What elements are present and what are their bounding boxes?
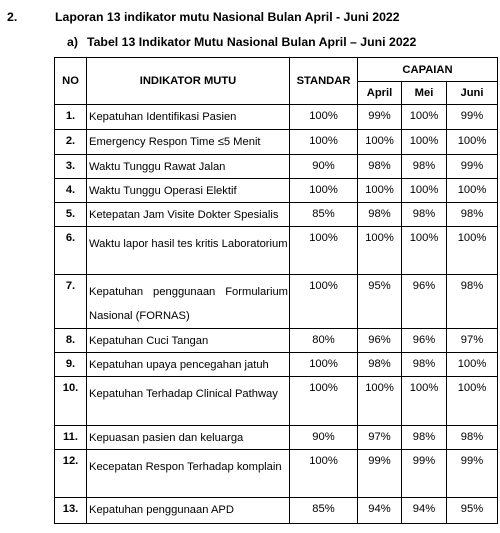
indicator-cell bbox=[87, 227, 290, 275]
table-caption bbox=[0, 35, 500, 53]
april-value: 97% bbox=[358, 426, 402, 450]
mei-value: 96% bbox=[402, 275, 447, 329]
table-row bbox=[55, 450, 498, 498]
indicator-cell bbox=[87, 179, 290, 203]
table-row bbox=[55, 329, 498, 353]
col-header-indicator: INDIKATOR MUTU bbox=[87, 58, 290, 105]
indicator-cell bbox=[87, 130, 290, 155]
indicator-name: Emergency Respon Time ≤5 Menit bbox=[89, 136, 261, 148]
standard-value: 100% bbox=[290, 179, 358, 203]
juni-value: 98% bbox=[447, 203, 498, 227]
table-body bbox=[55, 105, 498, 524]
mei-value: 99% bbox=[402, 450, 447, 498]
indicator-cell bbox=[87, 105, 290, 130]
juni-value: 97% bbox=[447, 329, 498, 353]
april-value: 96% bbox=[358, 329, 402, 353]
indicator-cell bbox=[87, 498, 290, 524]
standard-value: 90% bbox=[290, 155, 358, 179]
caption-title: Tabel 13 Indikator Mutu Nasional Bulan April – Juni 2022 bbox=[87, 35, 417, 49]
juni-value: 100% bbox=[447, 179, 498, 203]
standard-value: 100% bbox=[290, 353, 358, 377]
table-row bbox=[55, 203, 498, 227]
april-value: 98% bbox=[358, 203, 402, 227]
col-header-standard: STANDAR bbox=[290, 58, 358, 105]
standard-value: 100% bbox=[290, 130, 358, 155]
indicator-name: Kepatuhan Identifikasi Pasien bbox=[89, 111, 237, 123]
row-number: 1. bbox=[55, 105, 87, 130]
indicator-cell bbox=[87, 426, 290, 450]
juni-value: 100% bbox=[447, 130, 498, 155]
mei-value: 98% bbox=[402, 155, 447, 179]
mei-value: 94% bbox=[402, 498, 447, 524]
mei-value: 100% bbox=[402, 105, 447, 130]
row-number: 10. bbox=[55, 377, 87, 426]
mei-value: 98% bbox=[402, 426, 447, 450]
april-value: 95% bbox=[358, 275, 402, 329]
row-number: 5. bbox=[55, 203, 87, 227]
indicator-name: Kepuasan pasien dan keluarga bbox=[89, 432, 244, 444]
april-value: 100% bbox=[358, 227, 402, 275]
indicator-cell bbox=[87, 329, 290, 353]
standard-value: 90% bbox=[290, 426, 358, 450]
juni-value: 98% bbox=[447, 426, 498, 450]
row-number: 7. bbox=[55, 275, 87, 329]
april-value: 100% bbox=[358, 377, 402, 426]
indicator-name: Ketepatan Jam Visite Dokter Spesialis bbox=[89, 209, 279, 221]
mei-value: 98% bbox=[402, 203, 447, 227]
april-value: 98% bbox=[358, 353, 402, 377]
row-number: 11. bbox=[55, 426, 87, 450]
col-header-no: NO bbox=[55, 58, 87, 105]
juni-value: 100% bbox=[447, 353, 498, 377]
april-value: 99% bbox=[358, 105, 402, 130]
section-heading bbox=[0, 10, 500, 28]
table-row bbox=[55, 155, 498, 179]
juni-value: 100% bbox=[447, 227, 498, 275]
juni-value: 99% bbox=[447, 105, 498, 130]
col-header-april: April bbox=[358, 82, 402, 105]
table-row bbox=[55, 227, 498, 275]
table-row bbox=[55, 377, 498, 426]
col-header-achievement: CAPAIAN bbox=[358, 58, 498, 82]
mei-value: 98% bbox=[402, 353, 447, 377]
standard-value: 85% bbox=[290, 498, 358, 524]
juni-value: 98% bbox=[447, 275, 498, 329]
standard-value: 100% bbox=[290, 275, 358, 329]
indicator-cell bbox=[87, 377, 290, 426]
table-row bbox=[55, 105, 498, 130]
row-number: 9. bbox=[55, 353, 87, 377]
indicator-name: Kepatuhan penggunaan Formularium Nasional (FORNAS) bbox=[89, 286, 288, 322]
col-header-juni: Juni bbox=[447, 82, 498, 105]
standard-value: 100% bbox=[290, 105, 358, 130]
juni-value: 99% bbox=[447, 450, 498, 498]
indicator-cell bbox=[87, 155, 290, 179]
april-value: 98% bbox=[358, 155, 402, 179]
table-row bbox=[55, 130, 498, 155]
indicator-name: Waktu lapor hasil tes kritis Laboratorium bbox=[89, 238, 288, 250]
table-row bbox=[55, 179, 498, 203]
row-number: 12. bbox=[55, 450, 87, 498]
indicator-cell bbox=[87, 353, 290, 377]
indicator-name: Waktu Tunggu Rawat Jalan bbox=[89, 161, 226, 173]
table-row bbox=[55, 426, 498, 450]
row-number: 2. bbox=[55, 130, 87, 155]
mei-value: 100% bbox=[402, 130, 447, 155]
row-number: 3. bbox=[55, 155, 87, 179]
indicator-name: Kepatuhan penggunaan APD bbox=[89, 504, 234, 516]
table-row bbox=[55, 498, 498, 524]
indicator-name: Kepatuhan Cuci Tangan bbox=[89, 335, 209, 347]
april-value: 94% bbox=[358, 498, 402, 524]
row-number: 13. bbox=[55, 498, 87, 524]
indicator-name: Kepatuhan Terhadap Clinical Pathway bbox=[89, 388, 278, 400]
juni-value: 95% bbox=[447, 498, 498, 524]
col-header-mei: Mei bbox=[402, 82, 447, 105]
indicator-name: Kecepatan Respon Terhadap komplain bbox=[89, 461, 282, 473]
table-row bbox=[55, 353, 498, 377]
indicator-table bbox=[54, 57, 498, 524]
indicator-name: Waktu Tunggu Operasi Elektif bbox=[89, 185, 237, 197]
section-title: Laporan 13 indikator mutu Nasional Bulan April - Juni 2022 bbox=[55, 10, 400, 24]
row-number: 4. bbox=[55, 179, 87, 203]
table-row bbox=[55, 275, 498, 329]
row-number: 6. bbox=[55, 227, 87, 275]
april-value: 100% bbox=[358, 179, 402, 203]
section-number: 2. bbox=[7, 10, 18, 24]
indicator-name: Kepatuhan upaya pencegahan jatuh bbox=[89, 359, 269, 371]
juni-value: 99% bbox=[447, 155, 498, 179]
april-value: 99% bbox=[358, 450, 402, 498]
indicator-cell bbox=[87, 450, 290, 498]
standard-value: 100% bbox=[290, 227, 358, 275]
mei-value: 96% bbox=[402, 329, 447, 353]
indicator-cell bbox=[87, 275, 290, 329]
juni-value: 100% bbox=[447, 377, 498, 426]
mei-value: 100% bbox=[402, 179, 447, 203]
standard-value: 100% bbox=[290, 450, 358, 498]
april-value: 100% bbox=[358, 130, 402, 155]
mei-value: 100% bbox=[402, 227, 447, 275]
mei-value: 100% bbox=[402, 377, 447, 426]
caption-label: a) bbox=[67, 35, 78, 49]
row-number: 8. bbox=[55, 329, 87, 353]
standard-value: 100% bbox=[290, 377, 358, 426]
indicator-cell bbox=[87, 203, 290, 227]
standard-value: 80% bbox=[290, 329, 358, 353]
standard-value: 85% bbox=[290, 203, 358, 227]
